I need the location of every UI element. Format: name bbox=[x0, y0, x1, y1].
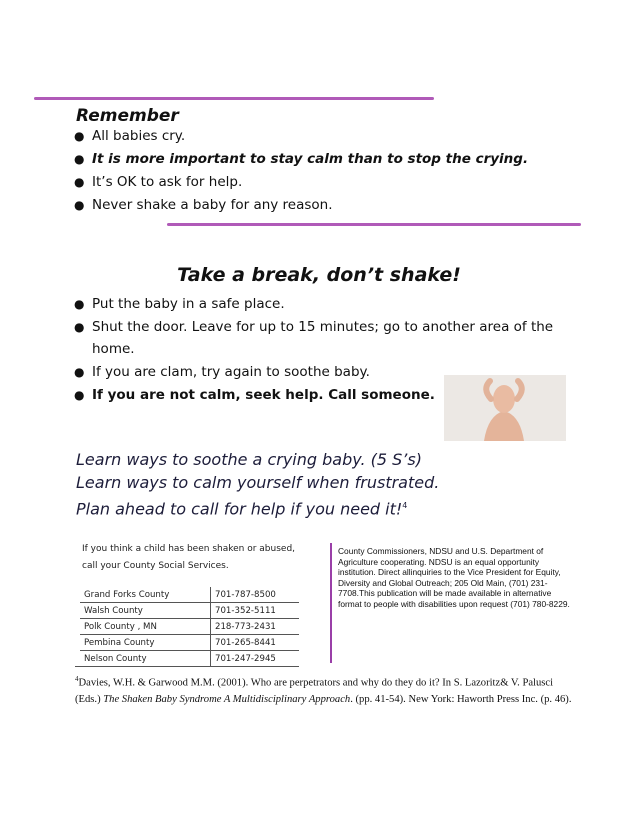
list-item: ● Never shake a baby for any reason. bbox=[74, 197, 333, 213]
footnote: $^4$Davies, W.H. & Garwood M.M. (2001). Who are perpetrators and why do they do it? In S. Lazoritz& V. Palusci (Eds.) The Shaken Baby Syndrome A Multidisciplinary Approach. (pp. 41-54). New York: Haworth Press Inc. (p. 46). bbox=[75, 675, 572, 705]
take-break-heading: Take a break, don’t shake! bbox=[177, 264, 461, 286]
middle-divider bbox=[167, 223, 581, 226]
table-row: Nelson County 701-247-2945 bbox=[80, 651, 299, 667]
list-item: ● Put the baby in a safe place. bbox=[74, 293, 554, 315]
list-item: ● If you are not calm, seek help. Call someone. bbox=[74, 384, 554, 406]
list-item: ● It’s OK to ask for help. bbox=[74, 174, 243, 190]
top-divider bbox=[34, 97, 434, 100]
list-item: ● All babies cry. bbox=[74, 128, 186, 144]
bullet-dot-icon: ● bbox=[74, 365, 85, 379]
learn-line-3: Plan ahead to call for help if you need it!$^4$ bbox=[76, 499, 408, 519]
bullet-dot-icon: ● bbox=[74, 152, 85, 166]
table-row: Pembina County 701-265-8441 bbox=[80, 635, 299, 651]
learn-block bbox=[76, 448, 439, 520]
bullet-dot-icon: ● bbox=[74, 129, 85, 143]
table-row: Polk County , MN 218-773-2431 bbox=[80, 619, 299, 635]
learn-line-2: Learn ways to calm yourself when frustrated. bbox=[76, 473, 440, 492]
bullet-dot-icon: ● bbox=[74, 388, 85, 402]
table-row: Grand Forks County 701-787-8500 bbox=[80, 587, 299, 603]
footnote-separator bbox=[75, 666, 225, 667]
contact-intro: If you think a child has been shaken or abused, call your County Social Services. bbox=[82, 544, 296, 571]
bullet-dot-icon: ● bbox=[74, 297, 85, 311]
calm-woman-photo bbox=[444, 375, 566, 441]
county-contacts-table bbox=[80, 587, 299, 667]
remember-list bbox=[74, 126, 528, 218]
list-item: ● It is more important to stay calm than to stop the crying. bbox=[74, 151, 529, 167]
list-item: ● If you are clam, try again to soothe baby. bbox=[74, 361, 554, 383]
learn-line-1: Learn ways to soothe a crying baby. (5 S’s) bbox=[76, 450, 422, 469]
remember-heading: Remember bbox=[76, 106, 179, 126]
bullet-dot-icon: ● bbox=[74, 175, 85, 189]
footnote-book-title: The Shaken Baby Syndrome A Multidisciplinary Approach bbox=[103, 693, 351, 705]
vertical-divider bbox=[330, 543, 332, 663]
bullet-dot-icon: ● bbox=[74, 198, 85, 212]
county-notice: County Commissioners, NDSU and U.S. Department of Agriculture cooperating. NDSU is an equal opportunity institution. Direct allinquiries to the Vice President for Equity, Diversity and Global Outreach; 205 Old Main, (701) 231-7708.This publication will be made available in alternative format to people with disabilities upon request (701) 780-8229. bbox=[338, 546, 570, 609]
contact-intro-box bbox=[74, 541, 304, 575]
table-row: Walsh County 701-352-5111 bbox=[80, 603, 299, 619]
bullet-dot-icon: ● bbox=[74, 320, 85, 334]
list-item: ● Shut the door. Leave for up to 15 minutes; go to another area of the home. bbox=[74, 316, 554, 360]
footnote-ref: 4 bbox=[402, 501, 408, 510]
